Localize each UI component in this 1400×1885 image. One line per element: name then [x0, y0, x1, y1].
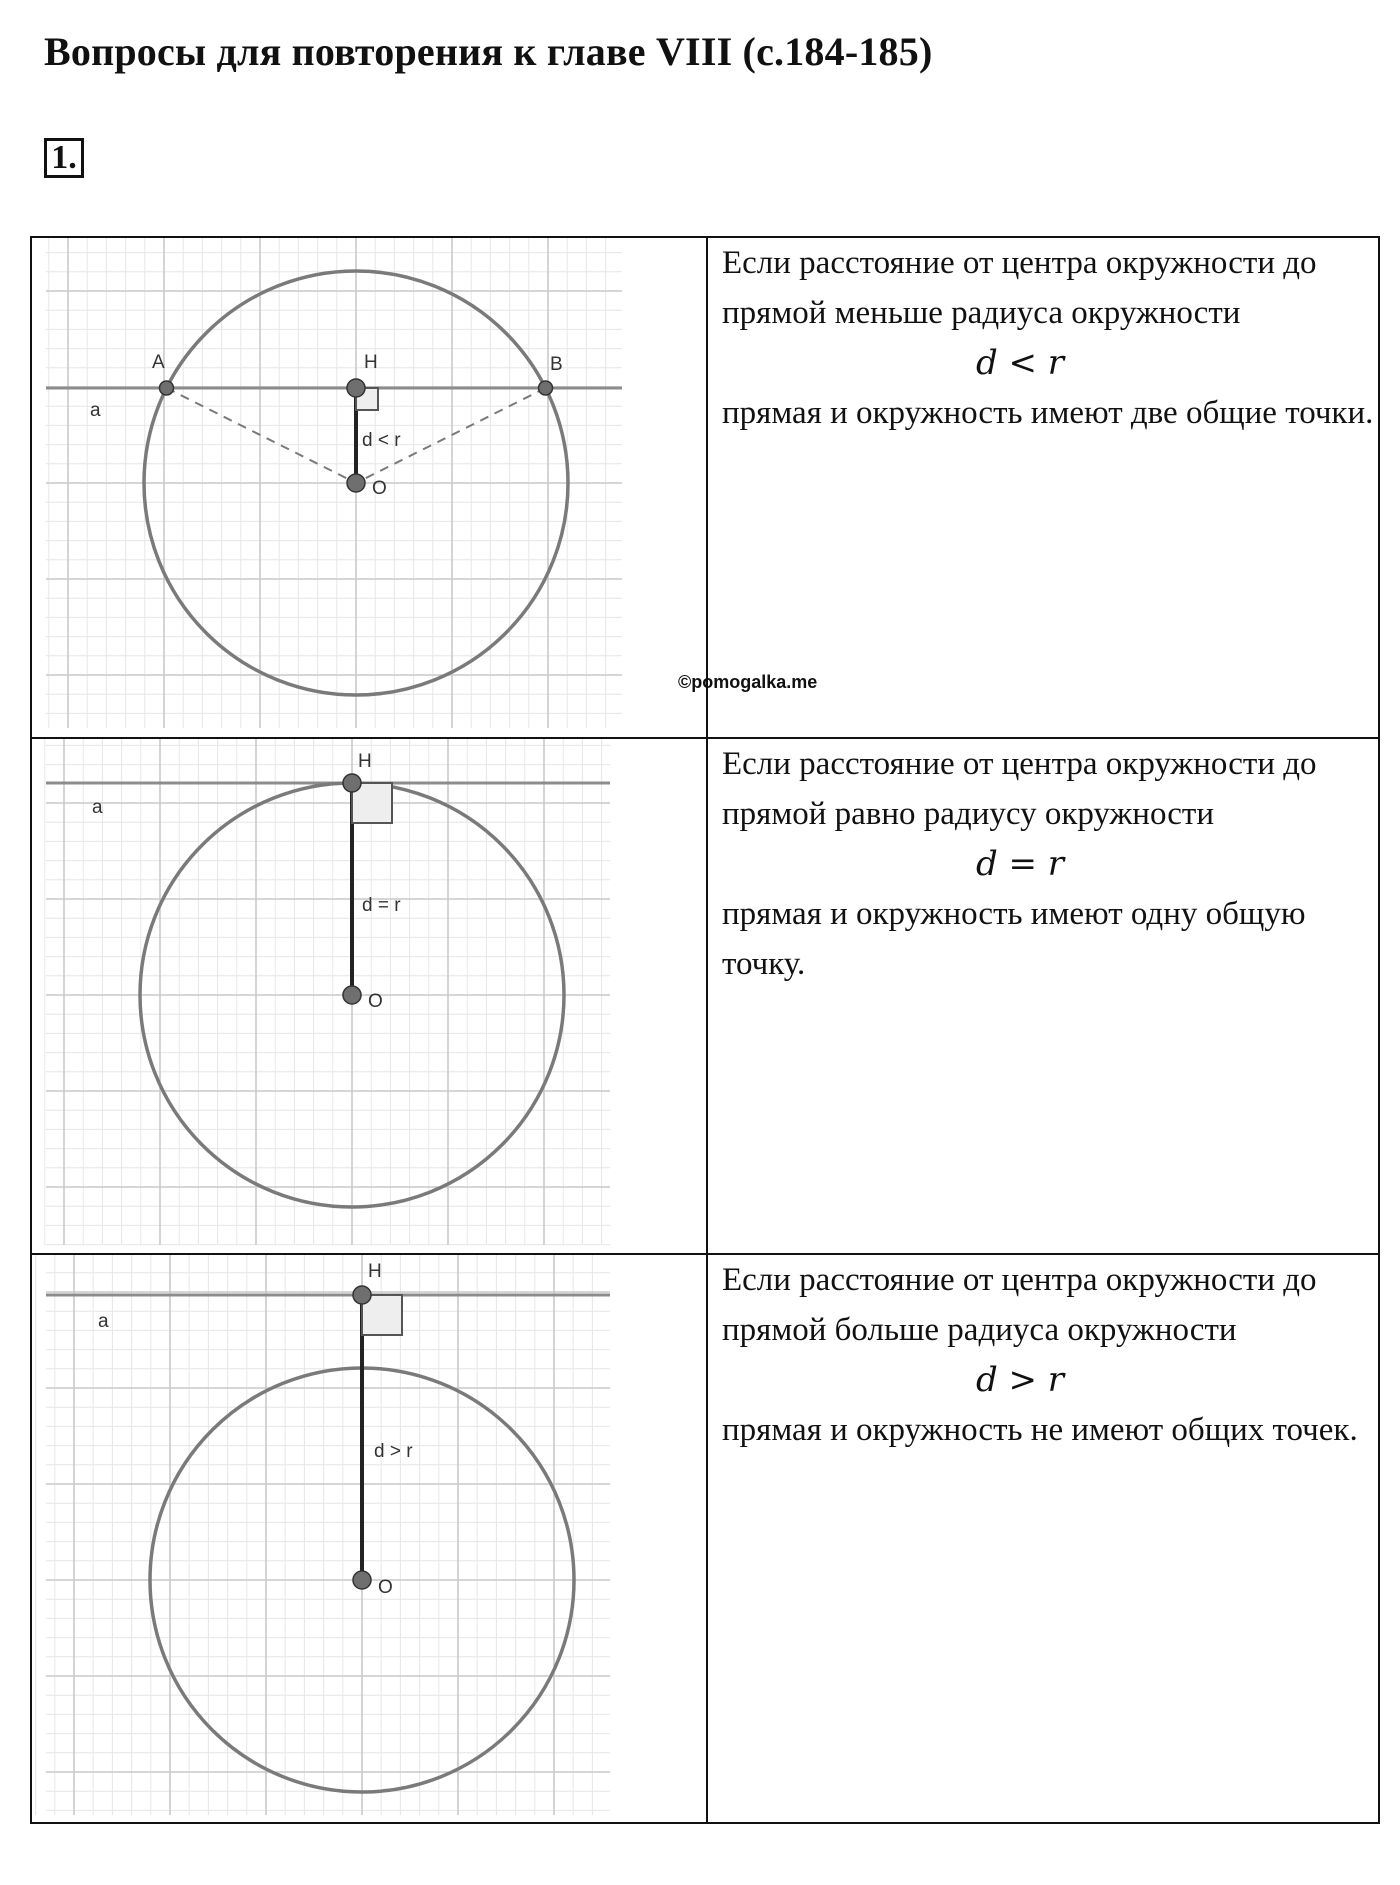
- task-number: 1.: [44, 138, 84, 178]
- text-cell: [707, 738, 1379, 1255]
- point-o: [353, 1571, 371, 1589]
- point-b: [539, 381, 553, 395]
- point-b-label: B: [550, 354, 563, 375]
- grid: [32, 1255, 610, 1815]
- figure-tangent: [32, 739, 622, 1255]
- point-o-label: O: [372, 478, 387, 499]
- table-row: [31, 237, 1379, 738]
- line-label: a: [92, 796, 103, 818]
- theory-table: [30, 236, 1380, 1824]
- segment-oa: [166, 388, 356, 483]
- condition-text: Если расстояние от центра окружности до прямой равно радиусу окружности: [722, 745, 1317, 832]
- point-o: [347, 474, 365, 492]
- formula: d < r: [975, 343, 1065, 383]
- conclusion-text: прямая и окружность имеют две общие точки.: [722, 395, 1374, 431]
- condition-text: Если расстояние от центра окружности до прямой больше радиуса окружности: [722, 1262, 1317, 1349]
- figure-cell: [31, 738, 707, 1255]
- conclusion-text: прямая и окружность имеют одну общую точку.: [722, 895, 1306, 982]
- point-h-label: H: [368, 1261, 382, 1283]
- point-o: [343, 986, 361, 1004]
- distance-label: d < r: [362, 430, 401, 451]
- watermark: ©pomogalka.me: [678, 672, 818, 692]
- point-a: [159, 381, 173, 395]
- line-label: a: [98, 1311, 109, 1333]
- condition-text: Если расстояние от центра окружности до прямой меньше радиуса окружности: [722, 245, 1317, 331]
- table-row: [31, 1254, 1379, 1823]
- formula: d > r: [975, 1360, 1065, 1401]
- figure-secant: [32, 238, 622, 738]
- page-title: Вопросы для повторения к главе VIII (с.184-185): [44, 29, 933, 74]
- table-row: [31, 738, 1379, 1255]
- line-label: a: [90, 400, 101, 421]
- figure-no-intersection: [32, 1255, 622, 1823]
- text-cell: [707, 237, 1379, 738]
- point-a-label: A: [152, 352, 165, 373]
- grid: [32, 238, 622, 728]
- conclusion-text: прямая и окружность не имеют общих точек.: [722, 1412, 1358, 1449]
- point-h: [347, 379, 365, 397]
- point-h: [343, 774, 361, 792]
- point-o-label: O: [368, 990, 383, 1012]
- formula: d = r: [975, 843, 1065, 884]
- point-h-label: H: [358, 750, 372, 772]
- point-h: [353, 1286, 371, 1304]
- point-h-label: H: [364, 352, 378, 373]
- figure-cell: [31, 237, 707, 738]
- figure-cell: [31, 1254, 707, 1823]
- point-o-label: O: [378, 1577, 393, 1599]
- distance-label: d = r: [362, 894, 401, 916]
- distance-label: d > r: [374, 1441, 413, 1463]
- text-cell: [707, 1254, 1379, 1823]
- grid: [32, 739, 610, 1245]
